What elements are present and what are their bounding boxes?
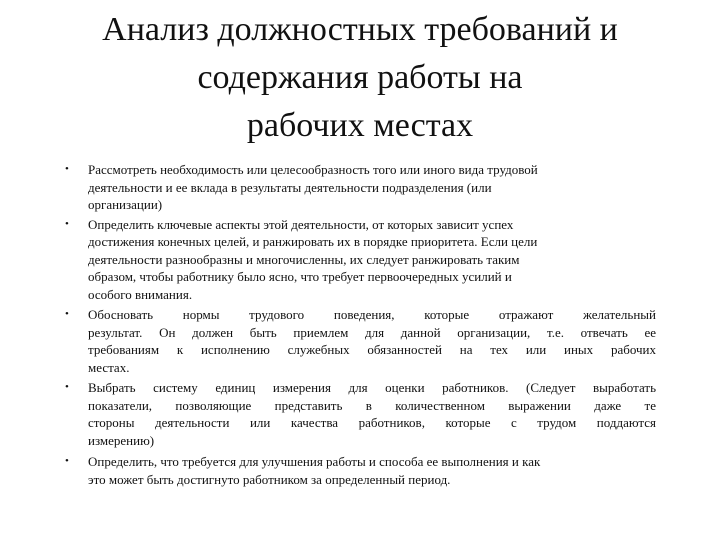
bullet-text-line: показатели, позволяющие представить в количественном выражении даже те bbox=[88, 397, 656, 413]
bullet-text-line: местах. bbox=[88, 359, 130, 375]
bullet-text-line: Рассмотреть необходимость или целесообразность того или иного вида трудовой bbox=[88, 162, 538, 177]
bullet-text bbox=[88, 161, 656, 214]
bullet-text bbox=[88, 216, 656, 304]
bullet-dot: • bbox=[65, 381, 69, 393]
bullet-item bbox=[0, 379, 720, 449]
bullet-text-line: измерению) bbox=[88, 432, 155, 448]
slide-title bbox=[40, 6, 680, 150]
bullet-item bbox=[0, 216, 720, 304]
bullet-text-line: Выбрать систему единиц измерения для оценки работников. (Следует выработать bbox=[88, 380, 656, 395]
bullet-text-line: деятельности разнообразны и многочисленны, их следует ранжировать таким bbox=[88, 251, 520, 267]
bullet-text-line: это может быть достигнуто работником за определенный период. bbox=[88, 471, 451, 487]
bullet-text-line: особого внимания. bbox=[88, 286, 193, 302]
bullet-text bbox=[88, 453, 656, 488]
bullet-list bbox=[0, 161, 720, 488]
bullet-text bbox=[88, 379, 656, 449]
bullet-text-line: стороны деятельности или качества работников, которые с трудом поддаются bbox=[88, 415, 656, 430]
bullet-item bbox=[0, 161, 720, 214]
bullet-text-line: требованиям к исполнению служебных обязанностей на тех или иных рабочих bbox=[88, 342, 656, 357]
bullet-dot: • bbox=[65, 163, 69, 175]
slide-title-line: Анализ должностных требований и bbox=[102, 11, 618, 48]
bullet-text-line: достижения конечных целей, и ранжировать их в порядке приоритета. Если цели bbox=[88, 234, 538, 249]
bullet-dot: • bbox=[65, 217, 69, 230]
bullet-text-line: организации) bbox=[88, 197, 163, 212]
bullet-text bbox=[88, 306, 656, 376]
bullet-dot: • bbox=[65, 308, 69, 320]
slide-title-line: рабочих местах bbox=[246, 107, 474, 144]
bullet-text-line: Обосновать нормы трудового поведения, которые отражают желательный bbox=[88, 307, 656, 322]
bullet-dot: • bbox=[65, 455, 69, 467]
bullet-text-line: деятельности и ее вклада в результаты деятельности подразделения (или bbox=[88, 179, 492, 195]
bullet-item bbox=[0, 453, 720, 488]
bullet-item bbox=[0, 306, 720, 376]
bullet-text-line: результат. Он должен быть приемлем для данной организации, т.е. отвечать ее bbox=[88, 324, 656, 340]
slide-title-line: содержания работы на bbox=[197, 59, 523, 96]
bullet-text-line: Определить, что требуется для улучшения работы и способа ее выполнения и как bbox=[88, 454, 541, 469]
bullet-text-line: Определить ключевые аспекты этой деятельности, от которых зависит успех bbox=[88, 216, 514, 232]
bullet-text-line: образом, чтобы работнику было ясно, что требует первоочередных усилий и bbox=[88, 269, 512, 284]
